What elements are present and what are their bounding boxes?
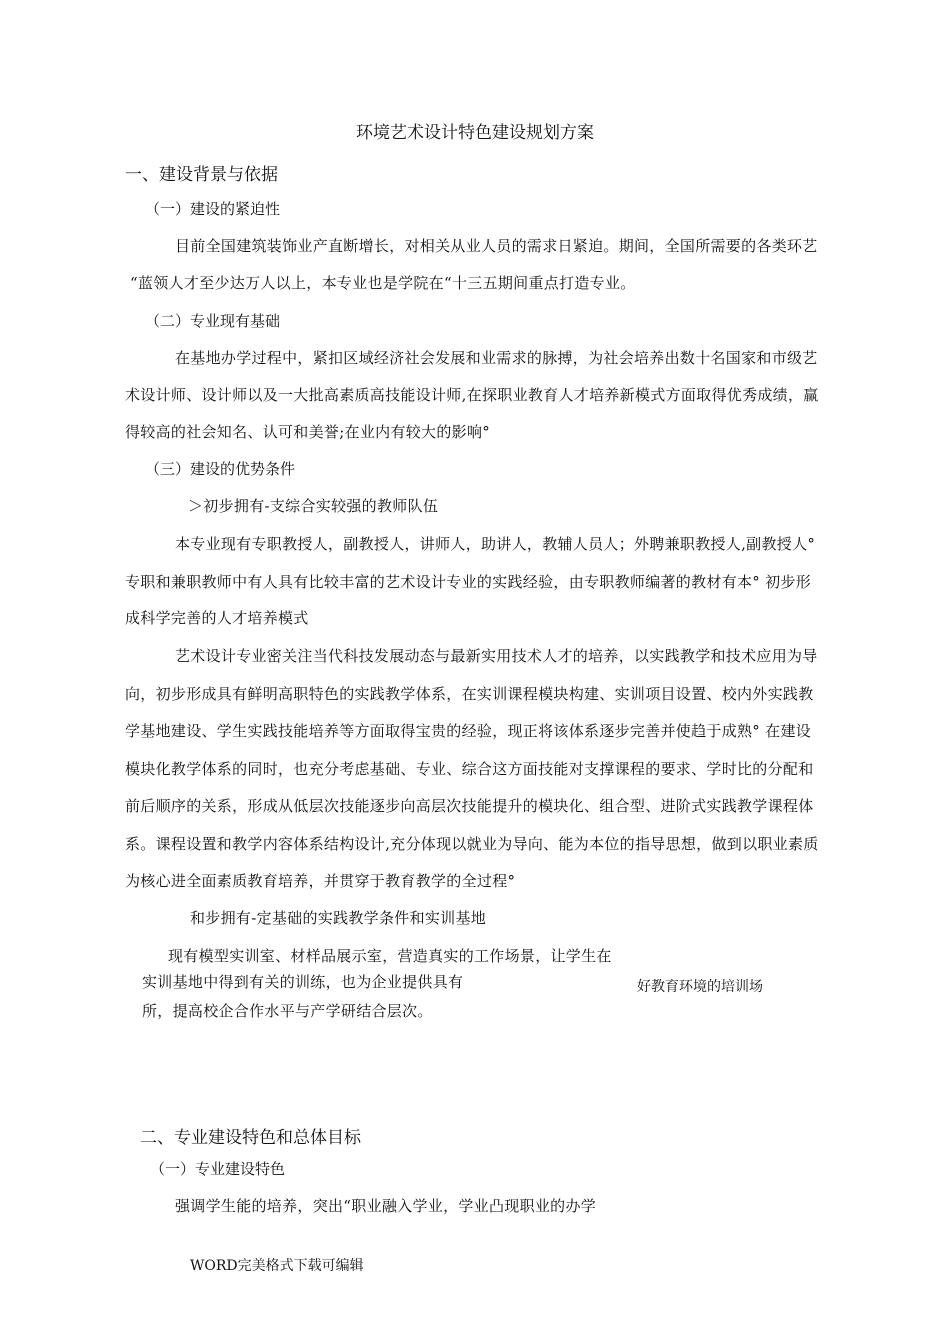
paragraph-line: 成科学完善的人才培养模式 xyxy=(125,609,309,627)
paragraph-line: 本专业现有专职教授人，副教授人，讲师人，助讲人，教辅人员人；外聘兼职教授人,副教授人° xyxy=(175,535,816,553)
paragraph-line: 艺术设计专业密关注当代科技发展动态与最新实用技术人才的培养，以实践教学和技术应用为导 xyxy=(175,647,818,665)
paragraph-line: 学基地建设、学生实践技能培养等方面取得宝贵的经验，现正将该体系逐步完善并使趋于成熟° 在建设 xyxy=(125,722,812,740)
paragraph-line: “蓝领人才至少达万人以上，本专业也是学院在“十三五期间重点打造专业。 xyxy=(130,274,636,292)
paragraph-line: 所，提高校企合作水平与产学研结合层次。 xyxy=(142,1002,433,1020)
paragraph-line: 系。课程设置和教学内容体系结构设计,充分体现以就业为导向、能为本位的指导思想，做到以职业素质 xyxy=(125,835,819,853)
footer-note: WORD完美格式下载可编辑 xyxy=(190,1258,364,1274)
section-2-heading: 二、专业建设特色和总体目标 xyxy=(140,1128,361,1148)
paragraph-fragment: 好教育环境的培训场 xyxy=(637,979,763,995)
paragraph-line: 向，初步形成具有鲜明高职特色的实践教学体系，在实训课程模块构建、实训项目设置、校内外实践教 xyxy=(125,685,814,703)
paragraph-line: 目前全国建筑装饰业产直断增长，对相关从业人员的需求日紧迫。期间，全国所需要的各类环艺 xyxy=(175,237,818,255)
paragraph-line: 在基地办学过程中，紧扣区域经济社会发展和业需求的脉搏，为社会培养出数十名国家和市级艺 xyxy=(175,349,818,367)
paragraph-line: 得较高的社会知名、认可和美誉;在业内有较大的影响° xyxy=(125,423,491,441)
paragraph-line: 实训基地中得到有关的训练，也为企业提供具有 xyxy=(142,973,464,991)
paragraph-line: 现有模型实训室、材样品展示室，营造真实的工作场景，让学生在 xyxy=(168,947,612,965)
paragraph-line: 术设计师、设计师以及一大批高素质高技能设计师,在探职业教育人才培养新模式方面取得优秀成绩，赢 xyxy=(125,386,819,404)
subsection-2-1-heading: （一）专业建设特色 xyxy=(150,1160,286,1178)
paragraph-line: 前后顺序的关系，形成从低层次技能逐步向高层次技能提升的模块化、组合型、进阶式实践教学课程体 xyxy=(125,797,814,815)
subsection-1-2-heading: （二）专业现有基础 xyxy=(145,312,281,330)
subsection-1-3-heading: （三）建设的优势条件 xyxy=(145,460,296,478)
subsection-1-1-heading: （一）建设的紧迫性 xyxy=(145,200,281,218)
paragraph-line: 强调学生能的培养，突出“职业融入学业，学业凸现职业的办学 xyxy=(175,1197,597,1215)
document-title: 环境艺术设计特色建设规划方案 xyxy=(356,123,594,143)
bullet-point: ＞初步拥有-支综合实较强的教师队伍 xyxy=(188,497,439,515)
paragraph-line: 模块化教学体系的同时，也充分考虑基础、专业、综合这方面技能对支撑课程的要求、学时比的分配和 xyxy=(125,760,814,778)
bullet-point: 和步拥有-定基础的实践教学条件和实训基地 xyxy=(190,909,487,927)
section-1-heading: 一、建设背景与依据 xyxy=(125,165,278,185)
paragraph-line: 专职和兼职教师中有人具有比较丰富的艺术设计专业的实践经验，由专职教师编著的教材有本° 初步形 xyxy=(125,573,812,591)
paragraph-line: 为核心进全面素质教育培养，并贯穿于教育教学的全过程° xyxy=(125,872,516,890)
